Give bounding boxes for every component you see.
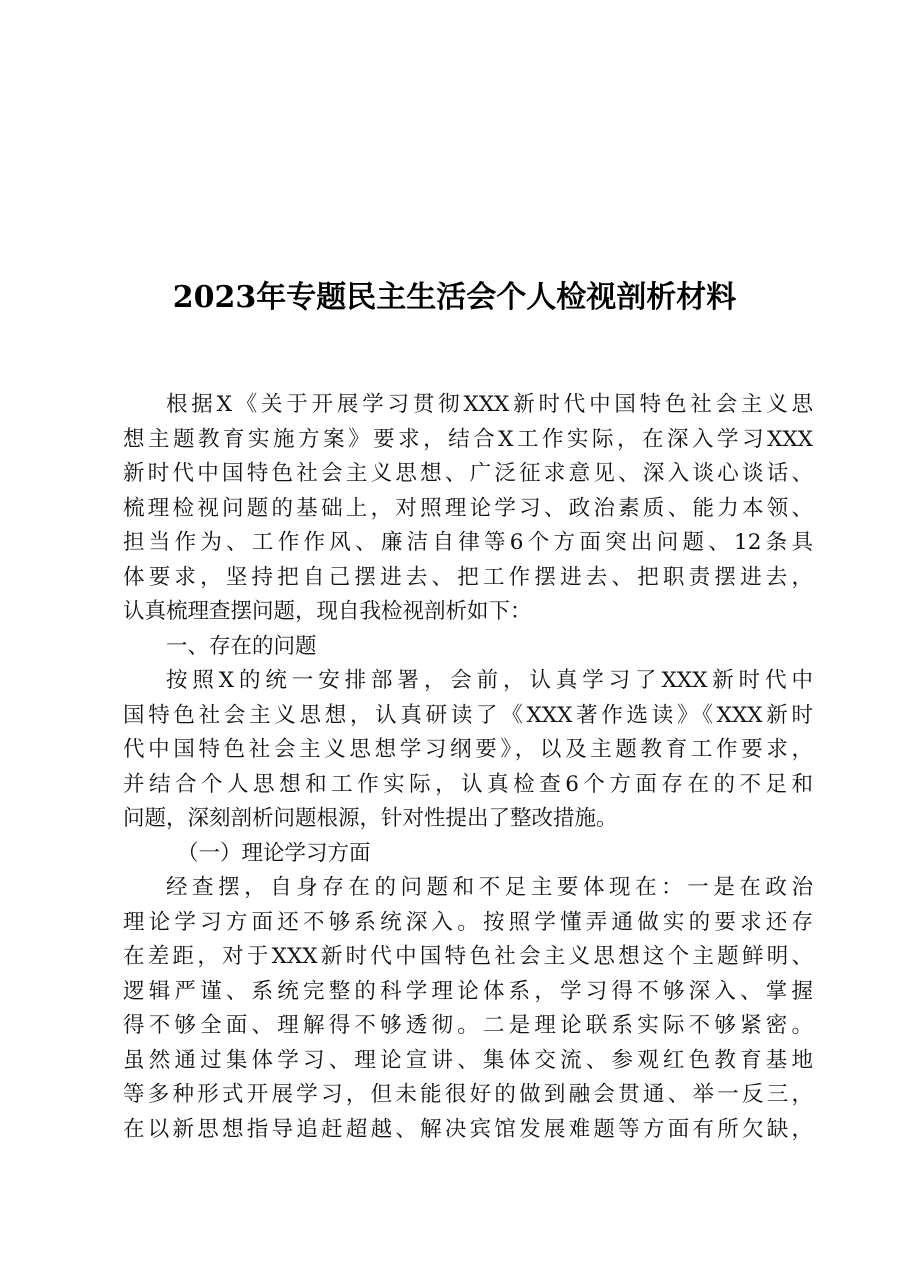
text-line: 逻辑严谨、系统完整的科学理论体系，学习得不够深入、掌握 (123, 978, 813, 1004)
subsection-heading: （一）理论学习方面 (177, 840, 371, 866)
text-line: 经查摆，自身存在的问题和不足主要体现在：一是在政治 (166, 875, 813, 900)
text-line: 想主题教育实施方案》要求，结合X工作实际，在深入学习XXX (123, 426, 813, 452)
section-heading: 一、存在的问题 (166, 633, 317, 659)
text-line: 担当作为、工作作风、廉洁自律等6个方面突出问题、12条具 (123, 530, 813, 555)
text-line: 虽然通过集体学习、理论宣讲、集体交流、参观红色教育基地 (123, 1047, 813, 1073)
text-line: 等多种形式开展学习，但未能很好的做到融会贯通、举一反三， (123, 1082, 813, 1107)
text-line: 在差距，对于XXX新时代中国特色社会主义思想这个主题鲜明、 (123, 944, 813, 969)
text-line: 体要求，坚持把自己摆进去、把工作摆进去、把职责摆进去， (123, 564, 813, 590)
text-line: 按照X的统一安排部署，会前，认真学习了XXX新时代中 (166, 668, 813, 693)
text-line: 国特色社会主义思想，认真研读了《XXX著作选读》《XXX新时 (123, 702, 813, 728)
document-title: 2023年专题民主生活会个人检视剖析材料 (172, 280, 737, 315)
text-line: 新时代中国特色社会主义思想、广泛征求意见、深入谈心谈话、 (123, 461, 813, 486)
text-line: 代中国特色社会主义思想学习纲要》，以及主题教育工作要求， (123, 737, 813, 762)
text-line: 得不够全面、理解得不够透彻。二是理论联系实际不够紧密。 (123, 1013, 813, 1038)
text-line: 在以新思想指导追赶超越、解决宾馆发展难题等方面有所欠缺， (123, 1116, 813, 1142)
text-line: 认真梳理查摆问题，现自我检视剖析如下： (123, 599, 532, 624)
text-line: 梳理检视问题的基础上，对照理论学习、政治素质、能力本领、 (123, 495, 813, 521)
text-line: 理论学习方面还不够系统深入。按照学懂弄通做实的要求还存 (123, 909, 813, 935)
text-line: 根据X《关于开展学习贯彻XXX新时代中国特色社会主义思 (166, 392, 813, 417)
text-line: 问题，深刻剖析问题根源，针对性提出了整改措施。 (123, 806, 618, 831)
text-line: 并结合个人思想和工作实际，认真检查6个方面存在的不足和 (123, 771, 813, 797)
document-body (123, 388, 813, 1147)
